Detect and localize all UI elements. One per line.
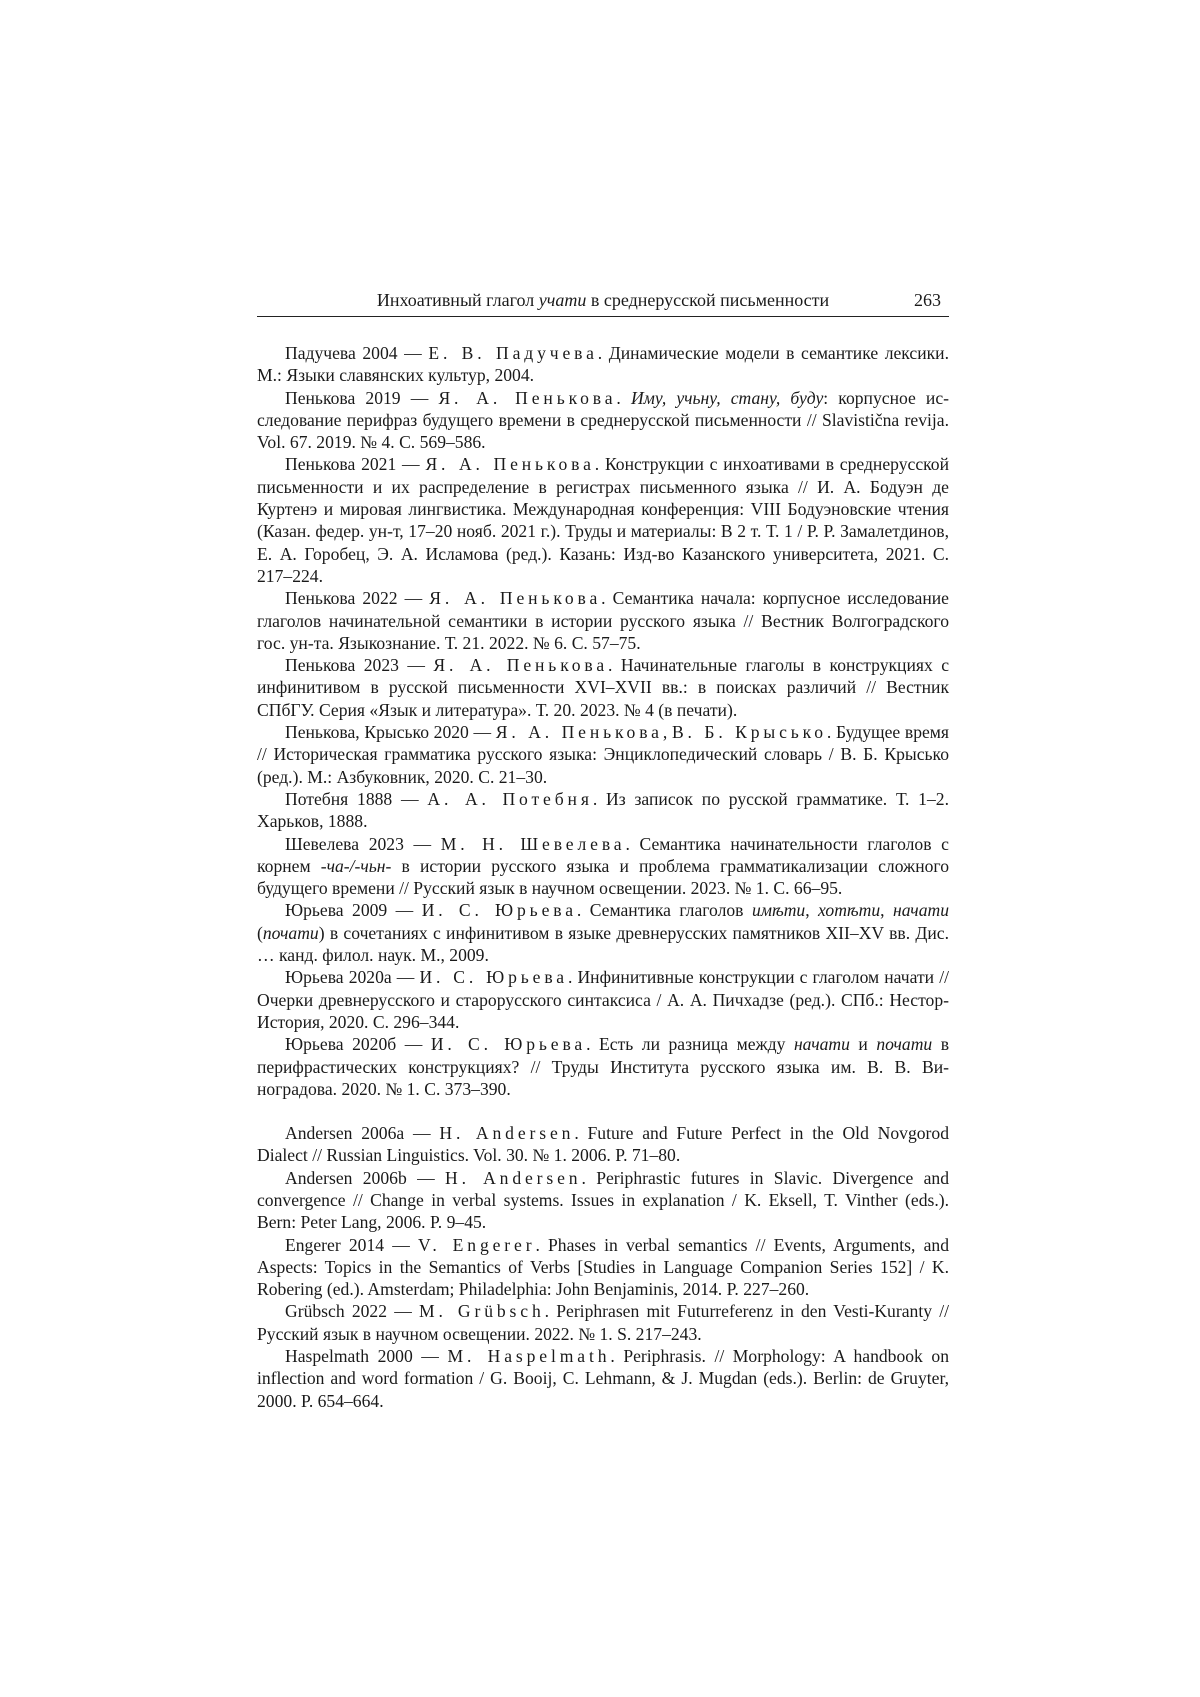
- ref-key: Юрьева 2020а —: [285, 967, 420, 988]
- ref-key: Пенькова 2022 —: [285, 588, 430, 609]
- ref-italic: Иму, учьну, стану, буду: [630, 387, 824, 408]
- ref-text: : корпусное исследование перифраз будущего времени в среднерусской письменности // Slavistična revija. Vol. 67. 2019. № 4. С. 569–586.: [257, 387, 950, 453]
- ref-author: V. Engerer: [418, 1234, 536, 1255]
- ref-italic: имѣти: [751, 900, 806, 921]
- ref-author: H. Andersen: [439, 1123, 575, 1144]
- reference-item: [257, 966, 949, 1033]
- ref-text: . Future and Future Perfect in the Old Novgorod Dialect // Russian Linguistics. Vol. 30. № 1. 2006. P. 71–80.: [257, 1123, 949, 1166]
- ref-text: . Periphrasen mit Futurreferenz in den Vesti-Kuranty // Русский язык в научном освещении. 2022. № 1. S. 217–243.: [257, 1301, 949, 1344]
- ref-author: И. С. Юрьева: [430, 1034, 587, 1055]
- ref-author: Я. А. Пенькова: [429, 588, 602, 609]
- ref-author: H. Andersen: [445, 1167, 582, 1188]
- reference-item: [257, 788, 949, 833]
- title-italic-word: учати: [538, 290, 587, 310]
- ref-text: в перифрастических конструкциях? // Труды Института русского языка им. В. В. Виноградова. 2020. № 1. С. 373–390.: [257, 1034, 950, 1099]
- ref-italic: начати: [793, 1034, 850, 1055]
- ref-text: ,: [880, 900, 894, 921]
- ref-text: . Periphrasis. // Morphology: A handbook on inflection and word formation / G. Booij, C. Lehmann, & J. Mugdan (eds.). Berlin: de Gruyter, 2000. P. 654–664.: [257, 1346, 949, 1411]
- ref-key: Падучева 2004 —: [285, 343, 429, 363]
- ref-text: .: [616, 387, 631, 408]
- ref-key: Пенькова 2021 —: [285, 454, 426, 475]
- ref-key: Grübsch 2022 —: [285, 1301, 420, 1322]
- ref-author: И. С. Юрьева: [419, 967, 568, 988]
- ref-key: Пенькова, Крысько 2020 —: [285, 722, 496, 743]
- ref-italic: почати: [262, 922, 319, 943]
- ref-italic: хотѣти: [818, 900, 881, 921]
- ref-text: . Будущее время // Историческая грамматика русского языка: Энциклопедический словарь / В. Б. Крысько (ред.). М.: Азбуковник, 2020. С. 21–30.: [257, 722, 950, 787]
- ref-key: Пенькова 2023 —: [285, 655, 434, 676]
- ref-author: Е. В. Падучева: [428, 343, 598, 363]
- reference-item: [257, 899, 949, 966]
- ref-author: Я. А. Пенькова: [425, 454, 595, 475]
- ref-author: В. Б. Крысько: [671, 722, 827, 743]
- ref-key: Шевелева 2023 —: [285, 833, 441, 854]
- reference-item: [257, 387, 949, 454]
- reference-item: [257, 587, 949, 654]
- ref-text: . Начинательные глаголы в конструкциях с инфинитивом в русской письменности XVI–XVII вв.: в поисках различий // Вестник СПбГУ. Серия «Язык и литература». Т. 20. 2023. № 4 (в печати).: [257, 655, 950, 720]
- ref-author: M. Haspelmath: [447, 1346, 611, 1367]
- reference-item: [257, 1033, 949, 1100]
- ref-text: ,: [805, 900, 819, 921]
- running-header: [257, 286, 949, 317]
- ref-text: . Periphrastic futures in Slavic. Divergence and convergence // Change in verbal systems. Issues in explanation / K. Eksell, T. Vinther (eds.). Bern: Peter Lang, 2006. P. 9–45.: [257, 1167, 949, 1233]
- ref-key: Andersen 2006b —: [285, 1167, 445, 1188]
- reference-list: [257, 342, 949, 1412]
- ref-italic: ча-/-чьн-: [326, 855, 392, 876]
- title-text-end: в среднерусской письменности: [586, 290, 830, 310]
- reference-item: [257, 1300, 949, 1345]
- reference-item: [257, 342, 949, 387]
- ref-text: . Семантика начинательности глаголов с корнем -: [257, 833, 949, 876]
- ref-author: М. Н. Шевелева: [440, 833, 626, 854]
- ref-author: M. Grübsch: [419, 1301, 545, 1322]
- ref-key: Юрьева 2009 —: [285, 900, 422, 921]
- ref-text: . Конструкции с инхоативами в среднерусской письменности и их распределение в регистрах письменного языка // И. А. Бодуэн де Куртенэ и мировая лингвистика. Международная конференция: VIII Бодуэновские чтения (Казан. федер. ун-т, 17–20 нояб. 2021 г.). Труды и материалы: В 2 т. Т. 1 / Р. Р. Замалетдинов, Е. А. Горобец, Э. А. Исламова (ред.). Казань: Изд-во Казанского университета, 2021. С. 217–224.: [257, 454, 949, 586]
- ref-author: Я. А. Пенькова: [495, 722, 663, 743]
- ref-key: Engerer 2014 —: [285, 1234, 419, 1255]
- reference-item: [257, 1345, 949, 1412]
- ref-text: . Динамические модели в семантике лексики. М.: Языки славянских культур, 2004.: [257, 343, 949, 386]
- reference-item: [257, 453, 949, 587]
- title-text: Инхоативный глагол: [376, 290, 539, 310]
- ref-author: И. С. Юрьева: [421, 900, 577, 921]
- ref-text: . Из записок по русской грамматике. Т. 1–2. Харьков, 1888.: [257, 788, 949, 832]
- ref-author: Я. А. Пенькова: [433, 655, 609, 676]
- ref-key: Andersen 2006a —: [285, 1123, 440, 1144]
- reference-item: [257, 1167, 949, 1234]
- ref-text: . Есть ли разница между: [586, 1034, 794, 1055]
- ref-italic: почати: [876, 1034, 933, 1055]
- ref-text: . Инфинитивные конструкции с глаголом начати // Очерки древнерусского и старорусского синтаксиса / А. А. Пичхадзе (ред.). СПб.: Нестор-История, 2020. С. 296–344.: [257, 967, 949, 1032]
- ref-author: А. А. Потебня: [427, 788, 593, 809]
- reference-item: [257, 1122, 949, 1167]
- section-gap: [257, 1100, 949, 1122]
- ref-text: и: [849, 1034, 877, 1055]
- ref-key: Пенькова 2019 —: [285, 387, 439, 408]
- ref-separator: ,: [662, 722, 672, 743]
- ref-key: Потебня 1888 —: [285, 788, 428, 809]
- page-number: 263: [914, 290, 941, 310]
- running-title: [257, 290, 949, 311]
- ref-key: Юрьева 2020б —: [285, 1034, 431, 1055]
- ref-italic: начати: [893, 900, 950, 921]
- ref-text: в истории русского языка и проблема грамматикализации сложного будущего времени // Русский язык в научном освещении. 2023. № 1. С. 66–95.: [257, 855, 949, 899]
- ref-text: . Семантика начала: корпусное исследование глаголов начинательной семантики в истории русского языка // Вестник Волгоградского гос. ун-та. Языкознание. Т. 21. 2022. № 6. С. 57–75.: [257, 588, 949, 653]
- reference-item: [257, 654, 949, 721]
- ref-text: . Семантика глаголов: [576, 900, 752, 921]
- reference-item: [257, 833, 949, 900]
- ref-text: . Phases in verbal semantics // Events, Arguments, and Aspects: Topics in the Semantics of Verbs [Studies in Language Companion Series 152] / K. Robering (ed.). Amsterdam; Philadelphia: John Benjaminis, 2014. P. 227–260.: [257, 1234, 949, 1300]
- reference-item: [257, 1234, 949, 1301]
- reference-item: [257, 721, 949, 788]
- ref-text: (: [257, 922, 263, 943]
- ref-author: Я. А. Пенькова: [438, 387, 617, 408]
- ref-text: ) в сочетаниях с инфинитивом в языке древнерусских памятников XII–XV вв. Дис. … канд. филол. наук. М., 2009.: [257, 922, 949, 966]
- ref-key: Haspelmath 2000 —: [285, 1346, 448, 1367]
